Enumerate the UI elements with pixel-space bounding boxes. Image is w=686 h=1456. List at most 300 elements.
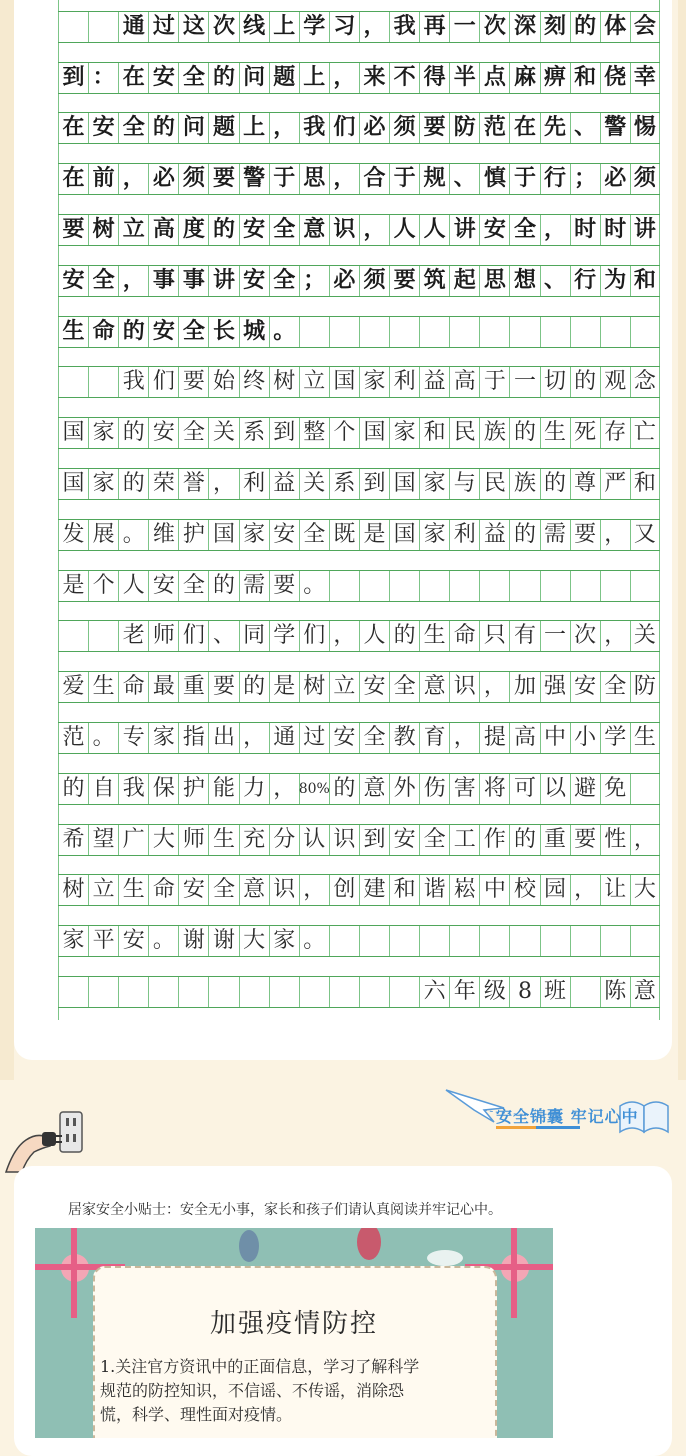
essay-grid-cell: ，: [329, 63, 359, 93]
essay-grid-cell: [449, 571, 479, 601]
essay-grid-cell: 学: [299, 12, 329, 42]
essay-grid-cell: 能: [208, 774, 238, 804]
essay-grid-cell: 专: [118, 723, 148, 753]
essay-grid-cell: 痹: [540, 63, 570, 93]
grid-gap-line: [659, 449, 660, 468]
essay-grid-cell: [88, 977, 118, 1007]
essay-grid-cell: 要: [570, 825, 600, 855]
essay-grid-cell: 树: [88, 215, 118, 245]
essay-grid-cell: 命: [118, 672, 148, 702]
essay-grid-cell: 为: [600, 266, 630, 296]
essay-grid-cell: 展: [88, 520, 118, 550]
essay-grid-cell: ，: [118, 266, 148, 296]
essay-grid-cell: 生: [630, 723, 660, 753]
essay-grid-cell: ，: [479, 672, 509, 702]
essay-grid-cell: 族: [479, 418, 509, 448]
essay-grid-cell: 要: [419, 113, 449, 143]
grid-gap-line: [58, 856, 59, 875]
essay-grid-cell: 的: [239, 672, 269, 702]
grid-gap-line: [58, 805, 59, 824]
essay-grid-cell: 严: [600, 469, 630, 499]
essay-grid-cell: 安: [389, 825, 419, 855]
essay-grid-cell: 是: [269, 672, 299, 702]
essay-grid-cell: 誉: [178, 469, 208, 499]
essay-grid-cell: [509, 926, 539, 956]
essay-grid-cell: [389, 317, 419, 347]
essay-grid-cell: 始: [208, 367, 238, 397]
essay-grid-cell: 大: [239, 926, 269, 956]
essay-grid-cell: 的: [148, 113, 178, 143]
essay-grid-cell: 安: [148, 418, 178, 448]
essay-grid-cell: 范: [58, 723, 88, 753]
essay-grid-cell: 幸: [630, 63, 660, 93]
essay-grid-row: [58, 265, 660, 297]
essay-grid-cell: 上: [239, 113, 269, 143]
essay-grid-row: [58, 671, 660, 703]
essay-grid-cell: 荣: [148, 469, 178, 499]
essay-grid-cell: 必: [329, 266, 359, 296]
essay-grid-cell: 的: [208, 63, 238, 93]
essay-grid-cell: 益: [269, 469, 299, 499]
essay-grid-cell: 。: [118, 520, 148, 550]
essay-grid-cell: 全: [178, 418, 208, 448]
essay-grid-cell: 害: [449, 774, 479, 804]
essay-grid-cell: 我: [118, 367, 148, 397]
essay-grid-cell: 望: [88, 825, 118, 855]
essay-grid-cell: 族: [509, 469, 539, 499]
essay-grid-cell: 中: [479, 875, 509, 905]
essay-grid-cell: 益: [419, 367, 449, 397]
essay-grid-cell: 8: [509, 977, 539, 1007]
essay-grid-cell: 家: [239, 520, 269, 550]
essay-grid-cell: [570, 926, 600, 956]
essay-grid-cell: 得: [419, 63, 449, 93]
essay-grid-cell: ，: [600, 520, 630, 550]
essay-grid-cell: [359, 926, 389, 956]
essay-grid-cell: 立: [88, 875, 118, 905]
essay-grid-cell: 有: [509, 621, 539, 651]
essay-grid-cell: 慎: [479, 164, 509, 194]
essay-grid-cell: 关: [630, 621, 660, 651]
essay-grid-cell: [479, 317, 509, 347]
essay-grid-cell: [600, 571, 630, 601]
essay-grid-cell: 于: [389, 164, 419, 194]
essay-grid-cell: 到: [359, 825, 389, 855]
essay-grid-cell: 。: [269, 317, 299, 347]
essay-grid-cell: 与: [449, 469, 479, 499]
essay-grid-cell: 意: [359, 774, 389, 804]
essay-grid-cell: 中: [540, 723, 570, 753]
essay-grid-cell: 立: [329, 672, 359, 702]
essay-grid-cell: 立: [299, 367, 329, 397]
essay-grid-cell: 全: [178, 317, 208, 347]
essay-grid-cell: [148, 977, 178, 1007]
essay-grid-cell: ，: [329, 164, 359, 194]
essay-grid-cell: [570, 977, 600, 1007]
essay-grid-cell: 在: [509, 113, 539, 143]
essay-grid-cell: 须: [359, 266, 389, 296]
essay-grid-cell: 提: [479, 723, 509, 753]
essay-grid-cell: 让: [600, 875, 630, 905]
essay-grid-cell: 生: [58, 317, 88, 347]
essay-grid-cell: 这: [178, 12, 208, 42]
essay-grid-cell: ，: [600, 621, 630, 651]
essay-grid-cell: 安: [269, 520, 299, 550]
hand-plug-socket-icon: [4, 1108, 88, 1174]
essay-grid-cell: 家: [88, 418, 118, 448]
essay-grid-cell: [88, 367, 118, 397]
essay-grid-cell: 生: [88, 672, 118, 702]
grid-gap-line: [58, 348, 59, 367]
grid-gap-line: [58, 500, 59, 519]
essay-grid-cell: 于: [509, 164, 539, 194]
essay-grid-cell: 是: [359, 520, 389, 550]
essay-grid-cell: [118, 977, 148, 1007]
essay-grid-cell: 同: [239, 621, 269, 651]
grid-gap-line: [58, 906, 59, 925]
essay-grid-cell: [88, 621, 118, 651]
essay-grid-row: [58, 824, 660, 856]
essay-grid-cell: 到: [269, 418, 299, 448]
essay-grid-cell: 要: [269, 571, 299, 601]
poster-line: 1.关注官方资讯中的正面信息，学习了解科学: [100, 1357, 420, 1376]
poster-line: 规范的防控知识，不信谣、不传谣，消除恐: [100, 1381, 405, 1400]
grid-gap-line: [659, 703, 660, 722]
essay-grid-cell: 全: [359, 723, 389, 753]
essay-grid-cell: [178, 977, 208, 1007]
essay-grid-cell: 教: [389, 723, 419, 753]
essay-grid-cell: 一: [540, 621, 570, 651]
essay-grid-cell: 既: [329, 520, 359, 550]
essay-grid-cell: 前: [88, 164, 118, 194]
essay-grid-cell: ，: [269, 774, 299, 804]
grid-gap-line: [58, 246, 59, 265]
grid-gap-line: [58, 652, 59, 671]
essay-grid-cell: ；: [299, 266, 329, 296]
essay-grid-cell: 免: [600, 774, 630, 804]
essay-grid-cell: 安: [148, 317, 178, 347]
essay-grid-cell: 创: [329, 875, 359, 905]
essay-grid-cell: 的: [118, 469, 148, 499]
essay-grid-cell: [570, 571, 600, 601]
essay-grid-cell: 们: [329, 113, 359, 143]
essay-grid-cell: [540, 926, 570, 956]
essay-grid-cell: 范: [479, 113, 509, 143]
essay-grid-cell: 只: [479, 621, 509, 651]
essay-grid-cell: [449, 317, 479, 347]
essay-grid-cell: 园: [540, 875, 570, 905]
essay-grid-cell: 系: [239, 418, 269, 448]
essay-grid-cell: [600, 926, 630, 956]
essay-grid-cell: ，: [239, 723, 269, 753]
essay-grid-cell: 存: [600, 418, 630, 448]
essay-grid-cell: 谢: [178, 926, 208, 956]
essay-grid-cell: [389, 926, 419, 956]
essay-grid-cell: 们: [178, 621, 208, 651]
essay-grid-cell: 于: [479, 367, 509, 397]
essay-grid-cell: 警: [239, 164, 269, 194]
essay-grid-cell: 警: [600, 113, 630, 143]
grid-gap-line: [659, 856, 660, 875]
essay-grid-row: [58, 519, 660, 551]
essay-grid-cell: [389, 977, 419, 1007]
grid-gap-line: [58, 43, 59, 62]
grid-gap-line: [58, 398, 59, 417]
essay-grid-cell: 到: [58, 63, 88, 93]
essay-grid-cell: 学: [269, 621, 299, 651]
essay-grid-cell: 次: [570, 621, 600, 651]
essay-grid-cell: [329, 317, 359, 347]
essay-grid-cell: 树: [269, 367, 299, 397]
essay-grid-cell: ；: [570, 164, 600, 194]
grid-gap-line: [659, 1008, 660, 1020]
essay-grid-cell: 习: [329, 12, 359, 42]
grid-gap-line: [659, 398, 660, 417]
essay-grid-cell: 讲: [449, 215, 479, 245]
essay-grid-cell: 次: [479, 12, 509, 42]
essay-grid-cell: 的: [570, 12, 600, 42]
essay-grid-cell: 全: [389, 672, 419, 702]
grid-gap-line: [58, 1008, 59, 1020]
essay-grid-row: [58, 874, 660, 906]
essay-grid-cell: 的: [509, 520, 539, 550]
essay-grid-cell: 全: [509, 215, 539, 245]
essay-grid-cell: 要: [208, 164, 238, 194]
essay-grid-cell: [419, 317, 449, 347]
essay-grid-row: [58, 976, 660, 1008]
essay-grid-row: [58, 163, 660, 195]
grid-gap-line: [659, 348, 660, 367]
essay-grid-cell: 民: [449, 418, 479, 448]
essay-grid-row: [58, 11, 660, 43]
essay-grid-cell: 必: [148, 164, 178, 194]
essay-grid-cell: 要: [208, 672, 238, 702]
essay-grid-cell: 在: [58, 164, 88, 194]
essay-grid-cell: [299, 317, 329, 347]
essay-grid-cell: 维: [148, 520, 178, 550]
essay-grid-cell: 加: [509, 672, 539, 702]
essay-grid-cell: 的: [509, 825, 539, 855]
essay-grid-cell: 思: [479, 266, 509, 296]
grid-gap-line: [58, 144, 59, 163]
poster-line: 慌，科学、理性面对疫情。: [100, 1405, 293, 1424]
essay-grid-cell: 安: [359, 672, 389, 702]
essay-grid-cell: 安: [329, 723, 359, 753]
tips-intro-text: 居家安全小贴士：安全无小事，家长和孩子们请认真阅读并牢记心中。: [68, 1202, 502, 1218]
essay-grid-cell: 利: [389, 367, 419, 397]
essay-grid-cell: 国: [329, 367, 359, 397]
grid-gap-line: [659, 43, 660, 62]
essay-grid-cell: 充: [239, 825, 269, 855]
essay-grid-cell: 是: [58, 571, 88, 601]
essay-grid-cell: 80%: [299, 774, 329, 804]
essay-grid-cell: [58, 621, 88, 651]
essay-grid-cell: 识: [329, 215, 359, 245]
essay-grid-cell: ，: [208, 469, 238, 499]
essay-grid-cell: 命: [148, 875, 178, 905]
essay-grid-cell: 全: [178, 63, 208, 93]
essay-grid-cell: 安: [148, 571, 178, 601]
essay-grid-cell: 发: [58, 520, 88, 550]
essay-grid-cell: 来: [359, 63, 389, 93]
essay-grid-cell: 育: [419, 723, 449, 753]
essay-grid-cell: 人: [118, 571, 148, 601]
essay-grid-cell: 观: [600, 367, 630, 397]
essay-grid-cell: 安: [58, 266, 88, 296]
essay-grid-cell: 护: [178, 774, 208, 804]
essay-grid-cell: 念: [630, 367, 660, 397]
essay-grid-cell: 的: [329, 774, 359, 804]
essay-grid-cell: 识: [329, 825, 359, 855]
essay-grid-cell: 一: [509, 367, 539, 397]
essay-grid-cell: [570, 317, 600, 347]
essay-grid-cell: 老: [118, 621, 148, 651]
essay-grid-cell: [630, 317, 660, 347]
essay-grid-cell: 防: [449, 113, 479, 143]
grid-gap-line: [58, 602, 59, 621]
essay-grid-cell: 要: [58, 215, 88, 245]
essay-grid-cell: 级: [479, 977, 509, 1007]
essay-grid-cell: 重: [540, 825, 570, 855]
essay-grid-cell: 民: [479, 469, 509, 499]
essay-grid-cell: 班: [540, 977, 570, 1007]
essay-grid-cell: 讲: [630, 215, 660, 245]
essay-grid-cell: [419, 571, 449, 601]
essay-grid-cell: 事: [178, 266, 208, 296]
essay-grid-cell: 要: [389, 266, 419, 296]
essay-grid-cell: 整: [299, 418, 329, 448]
essay-grid-cell: ，: [540, 215, 570, 245]
essay-grid-cell: [359, 977, 389, 1007]
essay-grid-cell: 半: [449, 63, 479, 93]
grid-gap-line: [659, 0, 660, 11]
essay-grid-cell: ，: [359, 215, 389, 245]
grid-gap-line: [659, 500, 660, 519]
essay-grid-cell: 们: [299, 621, 329, 651]
grid-gap-line: [58, 754, 59, 773]
essay-grid-cell: 们: [148, 367, 178, 397]
essay-grid-cell: 必: [600, 164, 630, 194]
essay-grid-cell: 的: [389, 621, 419, 651]
essay-grid-cell: 避: [570, 774, 600, 804]
essay-grid-cell: ：: [88, 63, 118, 93]
essay-grid-row: [58, 620, 660, 652]
essay-grid-cell: 生: [540, 418, 570, 448]
essay-grid-cell: 全: [118, 113, 148, 143]
essay-grid-cell: 死: [570, 418, 600, 448]
essay-grid-cell: [479, 571, 509, 601]
essay-grid-cell: 利: [449, 520, 479, 550]
essay-grid-cell: 。: [148, 926, 178, 956]
essay-grid-cell: [208, 977, 238, 1007]
essay-grid-cell: 学: [600, 723, 630, 753]
essay-grid-cell: 侥: [600, 63, 630, 93]
essay-grid-cell: 的: [208, 215, 238, 245]
essay-grid-cell: 师: [148, 621, 178, 651]
essay-grid-cell: 的: [570, 367, 600, 397]
essay-grid-cell: [88, 12, 118, 42]
essay-grid-cell: 希: [58, 825, 88, 855]
essay-grid-cell: 上: [269, 12, 299, 42]
essay-grid-cell: 需: [540, 520, 570, 550]
grid-gap-line: [58, 449, 59, 468]
essay-grid-cell: 麻: [509, 63, 539, 93]
essay-grid-cell: 自: [88, 774, 118, 804]
essay-grid-cell: 伤: [419, 774, 449, 804]
essay-grid-cell: 爱: [58, 672, 88, 702]
essay-grid-cell: [329, 571, 359, 601]
essay-grid-cell: 行: [540, 164, 570, 194]
essay-grid-cell: 广: [118, 825, 148, 855]
essay-grid-cell: 需: [239, 571, 269, 601]
essay-grid-cell: 个: [329, 418, 359, 448]
essay-grid-cell: 。: [299, 571, 329, 601]
essay-grid-cell: [269, 977, 299, 1007]
essay-grid-cell: 体: [600, 12, 630, 42]
essay-grid-cell: 通: [269, 723, 299, 753]
essay-grid-cell: 关: [208, 418, 238, 448]
essay-grid-cell: 问: [239, 63, 269, 93]
essay-card: [14, 0, 672, 1060]
essay-grid-cell: 可: [509, 774, 539, 804]
essay-grid-cell: ，: [269, 113, 299, 143]
essay-grid-cell: 安: [148, 63, 178, 93]
essay-grid-cell: 全: [269, 266, 299, 296]
essay-grid-cell: 安: [239, 266, 269, 296]
essay-grid-cell: 在: [58, 113, 88, 143]
essay-grid-cell: 的: [509, 418, 539, 448]
essay-grid-cell: 再: [419, 12, 449, 42]
essay-grid-cell: 国: [389, 520, 419, 550]
essay-grid-cell: 又: [630, 520, 660, 550]
essay-grid-cell: 国: [389, 469, 419, 499]
essay-grid-cell: 谢: [208, 926, 238, 956]
essay-grid-cell: 六: [419, 977, 449, 1007]
essay-grid-cell: 规: [419, 164, 449, 194]
essay-grid-cell: 安: [479, 215, 509, 245]
essay-grid-cell: 家: [148, 723, 178, 753]
essay-grid-cell: 合: [359, 164, 389, 194]
essay-grid-cell: 立: [118, 215, 148, 245]
essay-grid-cell: [359, 571, 389, 601]
essay-grid-cell: 。: [299, 926, 329, 956]
grid-gap-line: [659, 94, 660, 113]
essay-grid-cell: 人: [359, 621, 389, 651]
essay-grid-cell: 长: [208, 317, 238, 347]
essay-grid-cell: 的: [540, 469, 570, 499]
essay-grid-cell: 须: [389, 113, 419, 143]
essay-grid-cell: 保: [148, 774, 178, 804]
essay-grid-cell: 在: [118, 63, 148, 93]
poster-title: 加强疫情防控: [209, 1309, 378, 1339]
essay-grid-cell: [58, 367, 88, 397]
essay-grid-cell: 识: [269, 875, 299, 905]
essay-grid-cell: 须: [630, 164, 660, 194]
essay-grid-cell: 不: [389, 63, 419, 93]
essay-grid-cell: 重: [178, 672, 208, 702]
essay-grid-cell: 国: [58, 418, 88, 448]
essay-grid-cell: 题: [269, 63, 299, 93]
essay-grid-cell: 的: [208, 571, 238, 601]
essay-grid-cell: 个: [88, 571, 118, 601]
essay-grid-cell: [389, 571, 419, 601]
essay-grid-cell: ，: [359, 12, 389, 42]
essay-grid-cell: 国: [208, 520, 238, 550]
essay-grid-cell: 和: [389, 875, 419, 905]
essay-grid-cell: 全: [269, 215, 299, 245]
essay-grid-cell: 全: [88, 266, 118, 296]
grid-gap-line: [659, 551, 660, 570]
